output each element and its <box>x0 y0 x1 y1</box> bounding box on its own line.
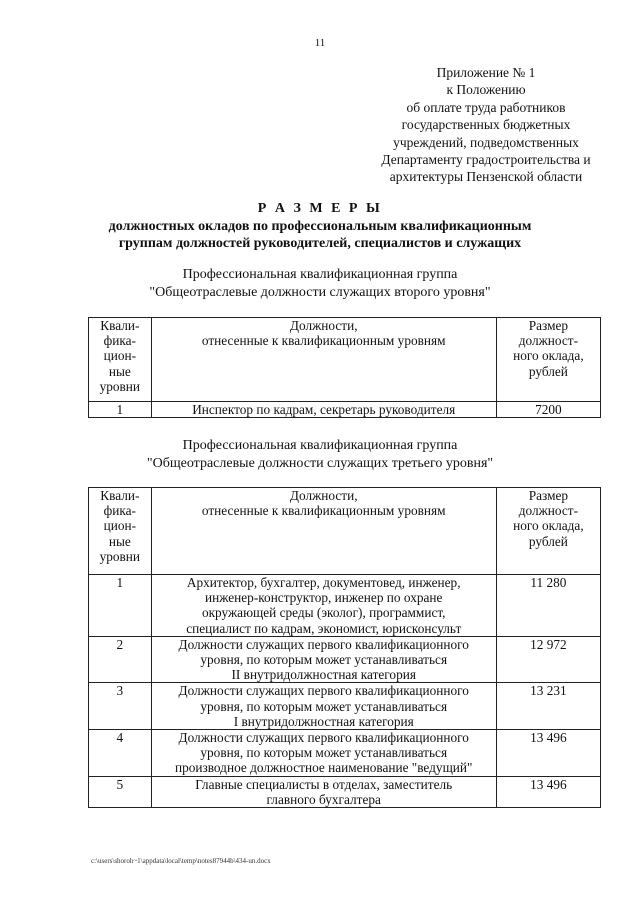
cell-level: 3 <box>89 683 152 730</box>
header-position: Должности, отнесенные к квалификационным уровням <box>151 488 496 575</box>
cell-level: 5 <box>89 776 152 807</box>
qualification-table <box>88 317 601 418</box>
cell-position: Главные специалисты в отделах, заместитель главного бухгалтера <box>151 776 496 807</box>
cell-position: Должности служащих первого квалификационного уровня, по которым может устанавливаться производное должностное наименование "ведущий" <box>151 730 496 777</box>
appendix-line: учреждений, подведомственных <box>393 134 579 150</box>
table-row <box>89 636 601 683</box>
table-header-row <box>89 318 601 402</box>
cell-salary: 13 496 <box>496 776 600 807</box>
header-salary: Размер должност- ного оклада, рублей <box>496 488 600 575</box>
table-row <box>89 402 601 418</box>
appendix-line: Приложение № 1 <box>436 65 536 80</box>
cell-position: Инспектор по кадрам, секретарь руководителя <box>151 402 496 418</box>
cell-salary: 7200 <box>496 402 600 418</box>
page-number: 11 <box>314 37 326 49</box>
header-position: Должности, отнесенные к квалификационным уровням <box>151 318 496 402</box>
group-heading <box>0 437 640 473</box>
title-line: должностных окладов по профессиональным квалификационным <box>108 218 532 234</box>
cell-salary: 13 231 <box>496 683 600 730</box>
appendix-line: к Положению <box>446 82 526 98</box>
header-salary: Размер должност- ного оклада, рублей <box>496 318 600 402</box>
appendix-block <box>362 64 610 186</box>
table-row <box>89 683 601 730</box>
cell-position: Архитектор, бухгалтер, документовед, инженер, инженер-конструктор, инженер по охране окружающей среды (эколог), программист, специалист по кадрам, экономист, юрисконсульт <box>151 575 496 637</box>
footer-file-path: c:\users\shoroh~1\appdata\local\temp\notes87944b\434-un.docx <box>91 857 271 865</box>
cell-level: 1 <box>89 575 152 637</box>
appendix-line: архитектуры Пензенской области <box>389 169 583 185</box>
group-heading-line: "Общеотраслевые должности служащих второго уровня" <box>149 285 491 300</box>
group-heading-line: Профессиональная квалификационная группа <box>182 267 458 282</box>
appendix-line: государственных бюджетных <box>401 117 571 133</box>
group-heading-line: Профессиональная квалификационная группа <box>182 438 458 453</box>
table-row <box>89 730 601 777</box>
appendix-line: об оплате труда работников <box>406 99 566 115</box>
cell-position: Должности служащих первого квалификационного уровня, по которым может устанавливаться II внутридолжностная категория <box>151 636 496 683</box>
group-heading <box>0 266 640 302</box>
cell-salary: 12 972 <box>496 636 600 683</box>
header-level: Квали- фика- цион- ные уровни <box>89 318 152 402</box>
cell-level: 4 <box>89 730 152 777</box>
cell-position: Должности служащих первого квалификационного уровня, по которым может устанавливаться I внутридолжностная категория <box>151 683 496 730</box>
table-row <box>89 575 601 637</box>
cell-level: 2 <box>89 636 152 683</box>
appendix-line: Департаменту градостроительства и <box>381 152 591 168</box>
cell-level: 1 <box>89 402 152 418</box>
cell-salary: 11 280 <box>496 575 600 637</box>
header-level: Квали- фика- цион- ные уровни <box>89 488 152 575</box>
cell-salary: 13 496 <box>496 730 600 777</box>
title-line: Р А З М Е Р Ы <box>257 201 383 216</box>
qualification-table <box>88 487 601 808</box>
table-row <box>89 776 601 807</box>
document-title <box>0 200 640 253</box>
group-heading-line: "Общеотраслевые должности служащих третьего уровня" <box>146 456 494 471</box>
title-line: группам должностей руководителей, специалистов и служащих <box>118 236 522 251</box>
table-header-row <box>89 488 601 575</box>
